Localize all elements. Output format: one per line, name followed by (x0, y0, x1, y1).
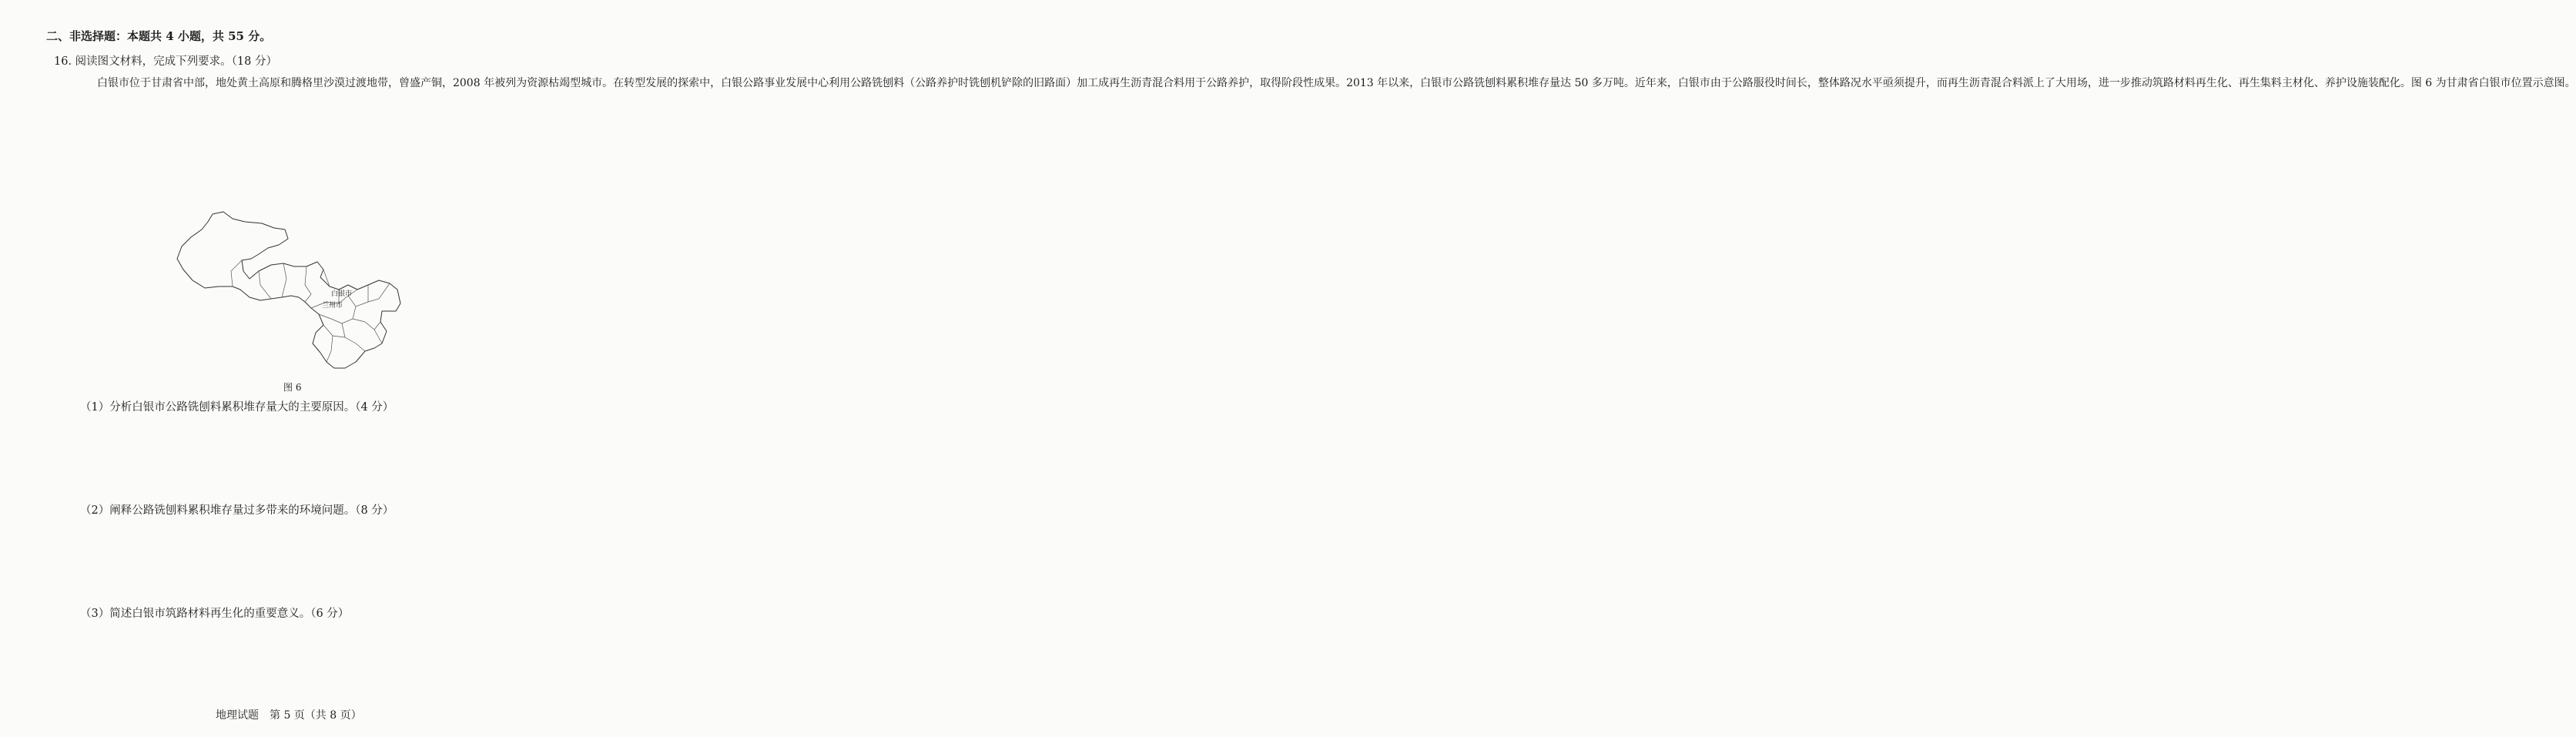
subquestion-1: （1）分析白银市公路铣刨料累积堆存量大的主要原因。（4 分） (80, 401, 394, 414)
gansu-outline (177, 212, 400, 368)
lanzhou-label: 兰州市 (322, 302, 343, 310)
prefecture-boundaries (231, 260, 390, 362)
baiyin-label: 白银市 (331, 290, 353, 298)
subquestion-3: （3）简述白银市筑路材料再生化的重要意义。（6 分） (80, 608, 350, 620)
section-heading: 二、非选择题：本题共 4 小题，共 55 分。 (46, 29, 272, 43)
subquestion-2: （2）阐释公路铣刨料累积堆存量过多带来的环境问题。（8 分） (80, 504, 394, 517)
figure-caption: 图 6 (283, 382, 302, 393)
page-footer: 地理试题 第 5 页（共 8 页） (216, 709, 362, 722)
passage-paragraph: 白银市位于甘肃省中部，地处黄土高原和腾格里沙漠过渡地带，曾盛产铜，2008 年被列为资源枯竭型城市。在转型发展的探索中，白银公路事业发展中心利用公路铣刨料（公路养护时铣刨机铲除的旧路面）加工成再生沥青混合料用于公路养护，取得阶段性成果。2013 年以来，白银市公路铣刨料累积堆存量达 50 多万吨。近年来，白银市由于公路服役时间长，整体路况水平亟须提升，而再生沥青混合料派上了大用场，进一步推动筑路材料再生化、再生集料主材化、养护设施装配化。图 6 为甘肃省白银市位置示意图。 (97, 77, 2576, 89)
question-title: 16. 阅读图文材料，完成下列要求。（18 分） (54, 55, 277, 68)
